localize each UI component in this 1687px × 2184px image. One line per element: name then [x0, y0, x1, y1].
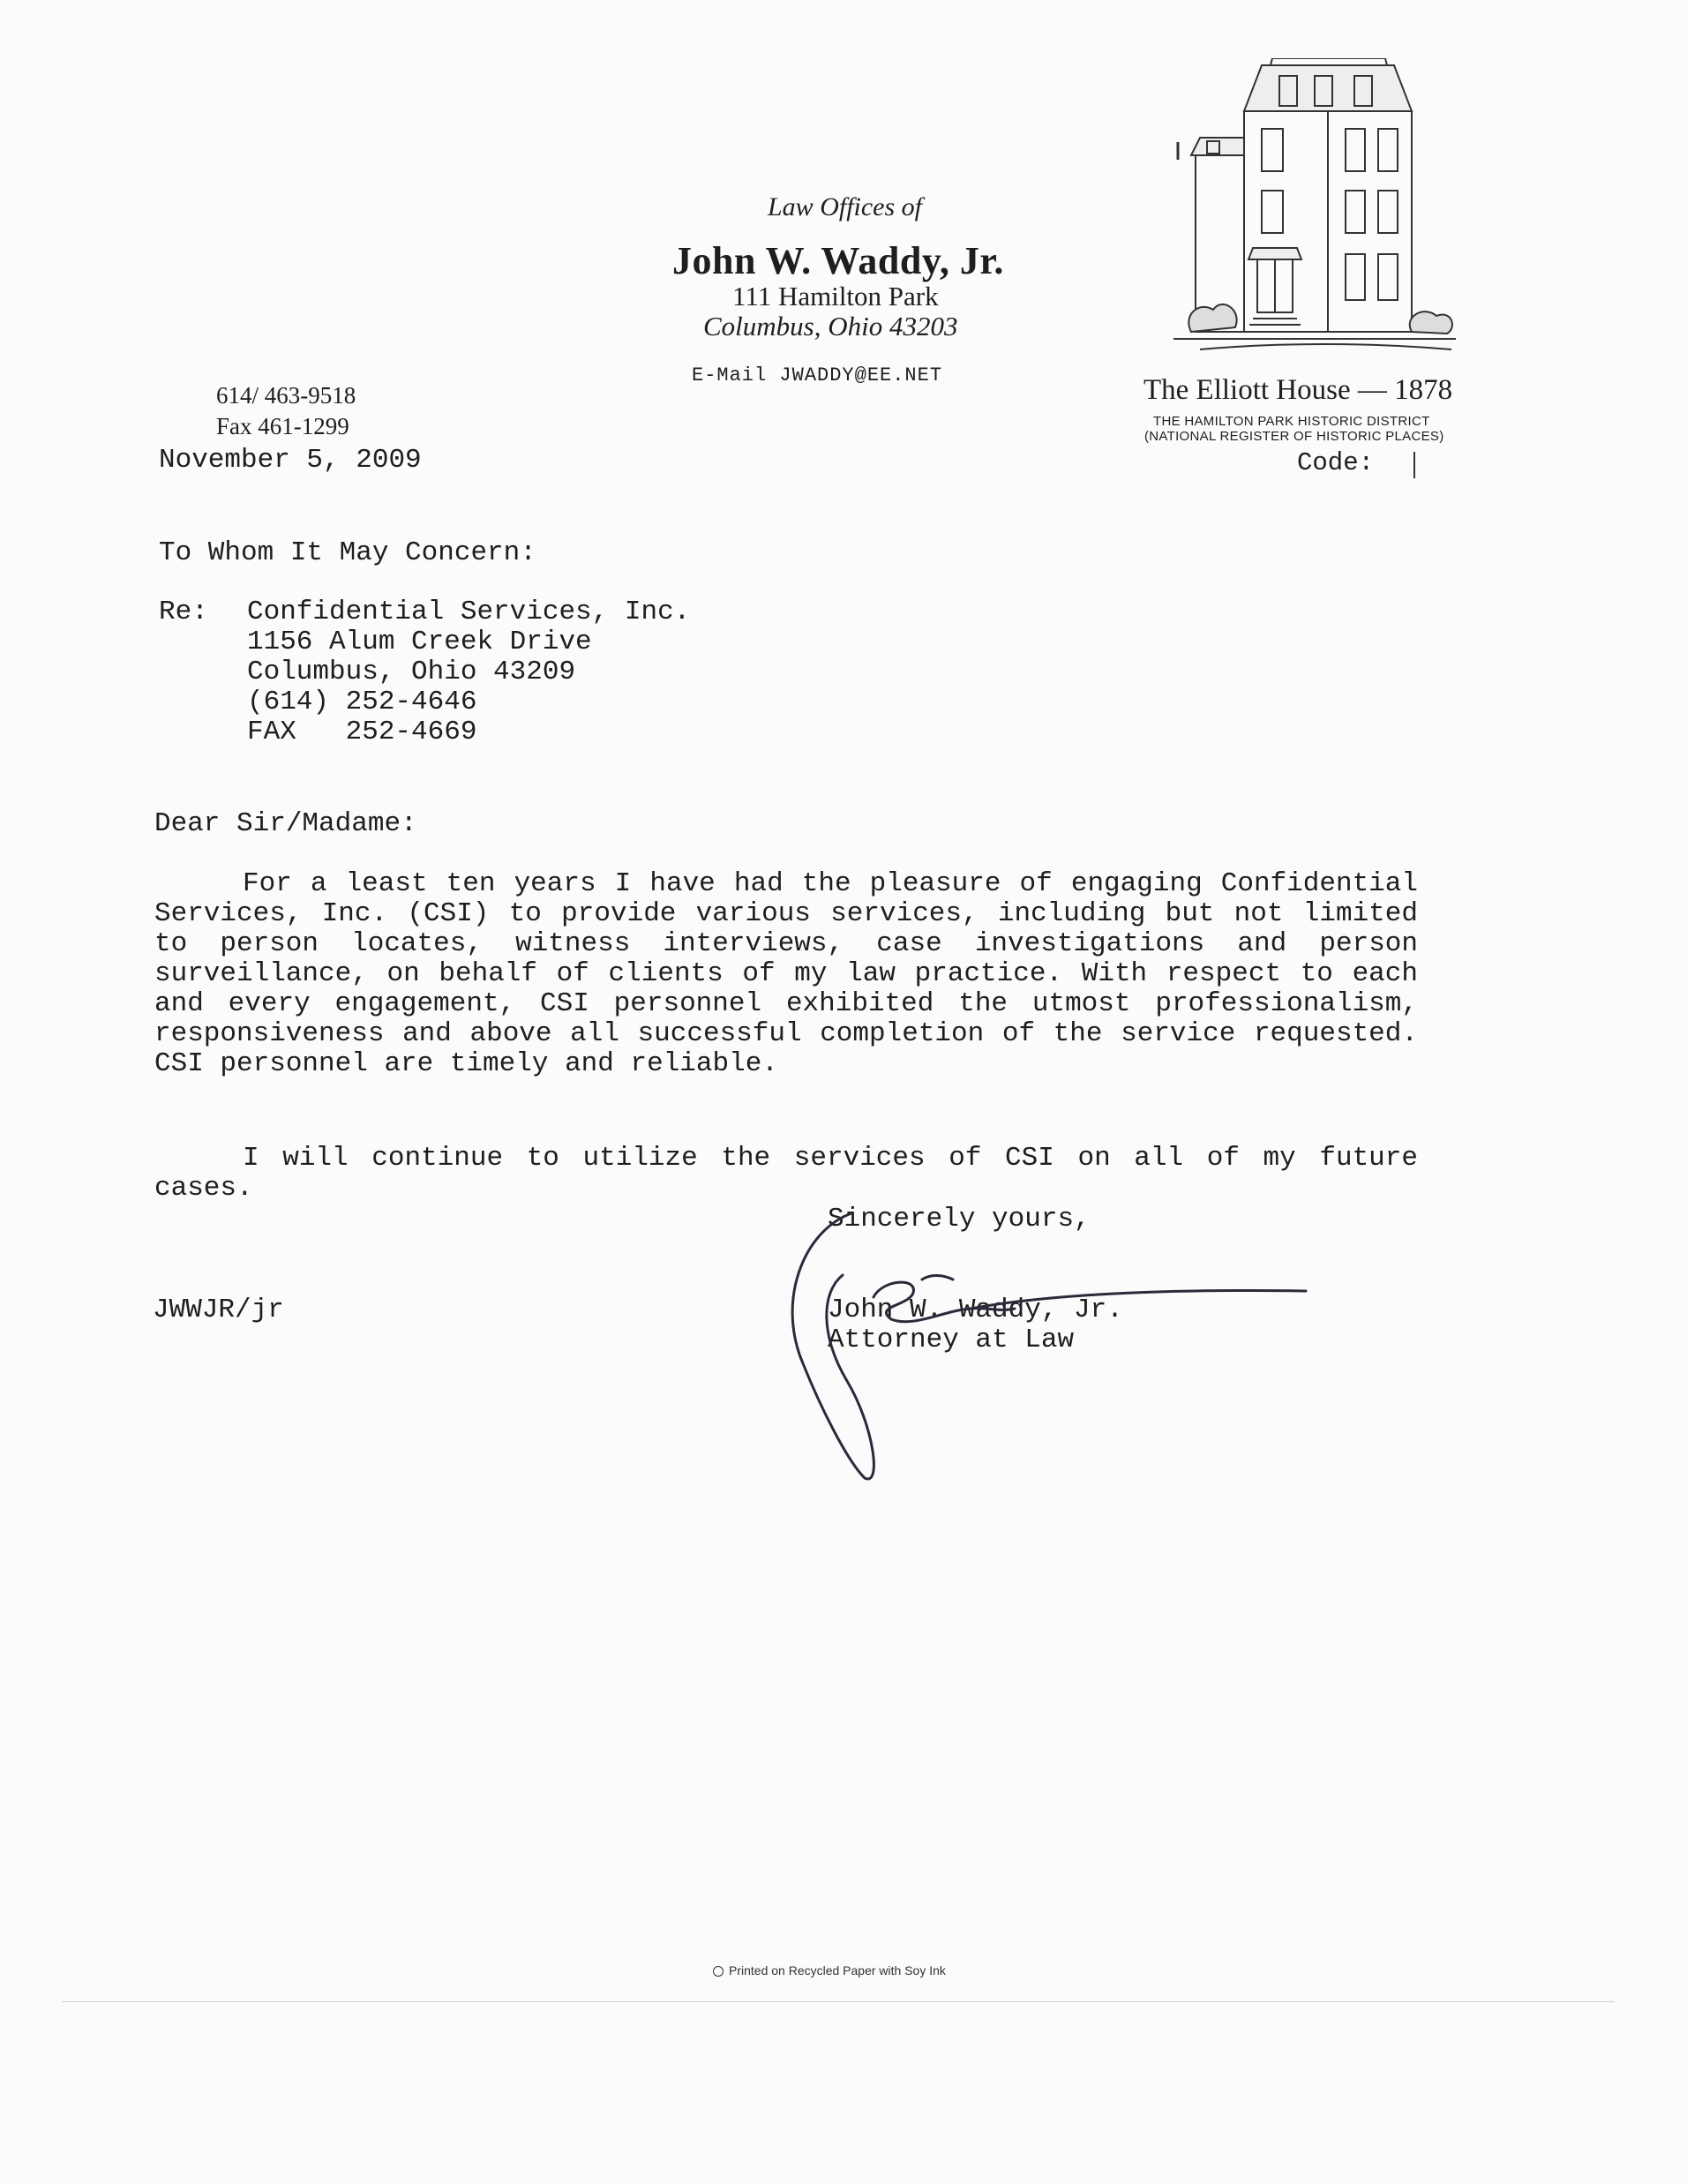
letterhead-intro: Law Offices of	[768, 192, 923, 221]
paragraph-one	[154, 869, 1418, 1079]
code-cursor-mark	[1413, 452, 1415, 478]
re-line: 1156 Alum Creek Drive	[247, 627, 592, 657]
elliott-house-illustration	[1173, 58, 1473, 376]
dear-salutation: Dear Sir/Madame:	[154, 808, 417, 839]
letterhead-phone: 614/ 463-9518	[216, 382, 356, 409]
signer-title: Attorney at Law	[828, 1325, 1075, 1355]
footer-note-text: Printed on Recycled Paper with Soy Ink	[729, 1963, 946, 1978]
re-line: Columbus, Ohio 43209	[247, 657, 576, 687]
paragraph-two	[154, 1144, 1418, 1204]
paragraph-two-text: I will continue to utilize the services of CSI on all of my future cases.	[154, 1143, 1418, 1204]
re-label: Re:	[159, 597, 208, 627]
footer-divider	[62, 2001, 1615, 2002]
general-salutation: To Whom It May Concern:	[159, 537, 536, 568]
letterhead-street: 111 Hamilton Park	[732, 281, 939, 311]
re-line: Confidential Services, Inc.	[247, 597, 691, 627]
re-line: (614) 252-4646	[247, 687, 477, 717]
signer-name: John W. Waddy, Jr.	[828, 1295, 1123, 1325]
code-label: Code:	[1297, 448, 1375, 477]
letter-date: November 5, 2009	[159, 445, 422, 476]
letterhead-name: John W. Waddy, Jr.	[672, 239, 1004, 282]
typist-initials: JWWJR/jr	[153, 1295, 284, 1325]
house-name: The Elliott House — 1878	[1143, 374, 1453, 406]
letterhead-fax: Fax 461-1299	[216, 413, 349, 439]
re-line: FAX 252-4669	[247, 717, 477, 747]
house-register: (NATIONAL REGISTER OF HISTORIC PLACES)	[1144, 429, 1444, 444]
footer-note	[713, 1963, 946, 1978]
letterhead-email: E-Mail JWADDY@EE.NET	[692, 364, 943, 387]
paragraph-one-text: For a least ten years I have had the pleasure of engaging Confidential Services, Inc. (CSI) to provide various services, including but not limited to person locates, witness interviews, case investigations and person surveillance, on behalf of clients of my law practice. With respect to each and every engagement, CSI personnel exhibited the utmost professionalism, responsiveness and above all successful completion of the service requested. CSI personnel are timely and reliable.	[154, 868, 1418, 1079]
re-address-block	[247, 597, 690, 747]
recycle-icon	[713, 1966, 724, 1977]
handwritten-signature	[768, 1196, 1315, 1487]
house-district: THE HAMILTON PARK HISTORIC DISTRICT	[1153, 414, 1430, 429]
letterhead-city: Columbus, Ohio 43203	[703, 311, 958, 341]
closing: Sincerely yours,	[828, 1204, 1091, 1235]
